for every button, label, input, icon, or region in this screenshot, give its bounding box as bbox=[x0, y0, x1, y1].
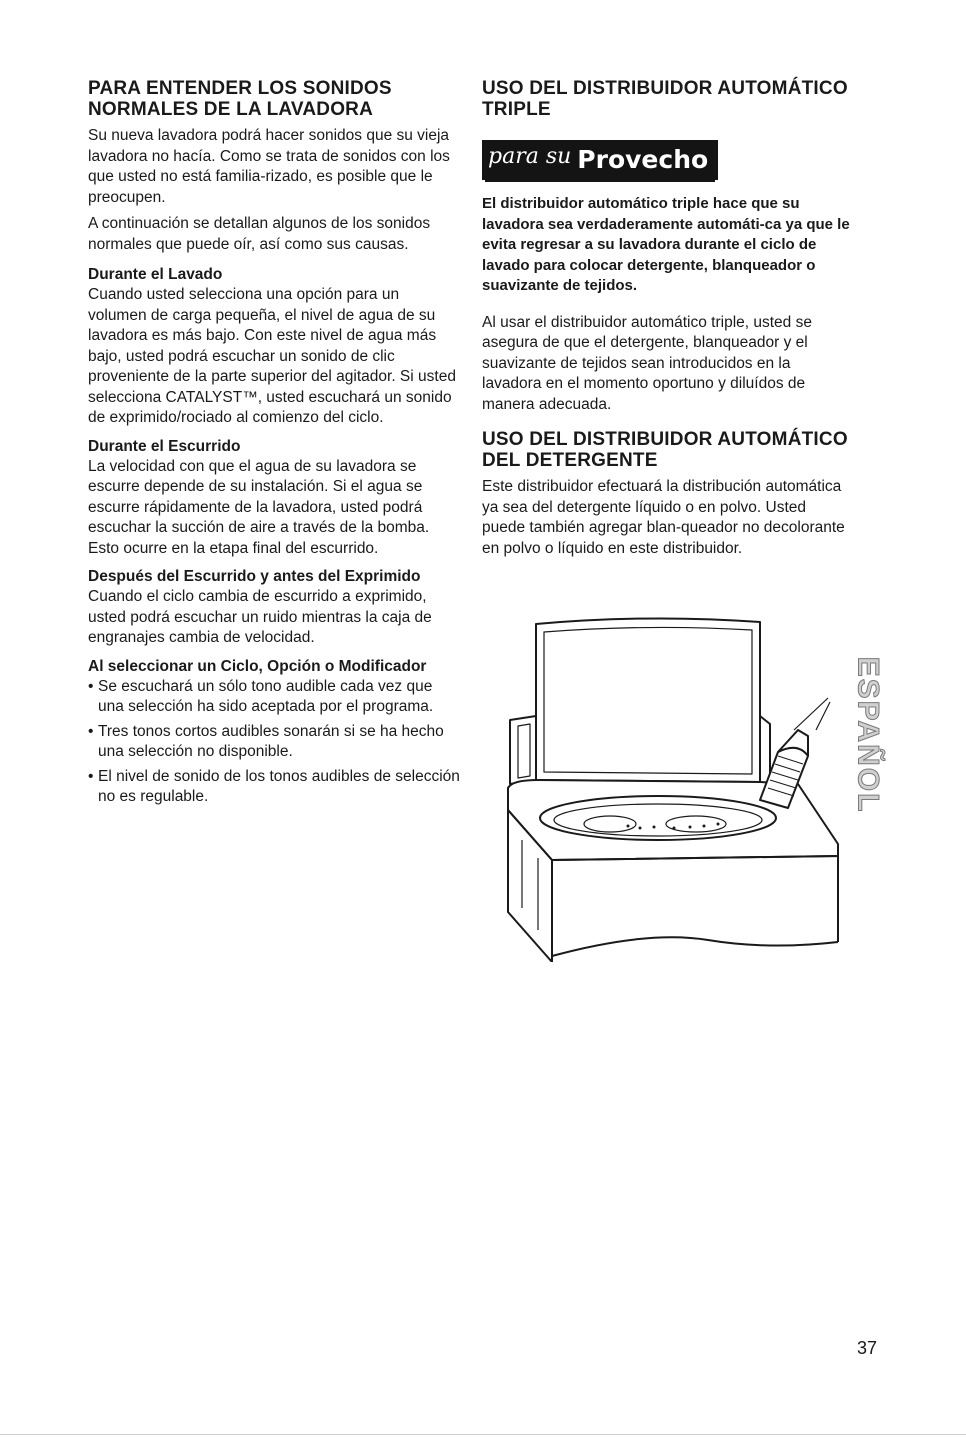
section-text: Cuando el ciclo cambia de escurrido a exprimido, usted podrá escuchar un ruido mientras la caja de engranajes cambia de velocidad. bbox=[88, 588, 432, 646]
section-title: Al seleccionar un Ciclo, Opción o Modificador bbox=[88, 657, 427, 675]
washer-illustration bbox=[498, 612, 844, 962]
heading-triple-dispenser: USO DEL DISTRIBUIDOR AUTOMÁTICO TRIPLE bbox=[482, 78, 848, 120]
language-side-tab bbox=[851, 628, 885, 842]
section-escurrido bbox=[88, 437, 460, 560]
logo-word: Provecho bbox=[577, 144, 709, 174]
section-exprimido bbox=[88, 567, 460, 649]
heading-sounds: PARA ENTENDER LOS SONIDOS NORMALES DE LA LAVADORA bbox=[88, 78, 392, 120]
bottom-rule bbox=[0, 1434, 966, 1435]
logo-script: para su bbox=[488, 143, 572, 169]
detergent-dispenser-paragraph: Este distribuidor efectuará la distribución automática ya sea del detergente líquido o en polvo. Usted puede también agregar blan-queador no decolorante en polvo o líquido en este distribuidor. bbox=[482, 478, 845, 557]
heading-detergent-dispenser: USO DEL DISTRIBUIDOR AUTOMÁTICO DEL DETERGENTE bbox=[482, 429, 848, 471]
triple-dispenser-paragraph: Al usar el distribuidor automático triple, usted se asegura de que el detergente, blanqueador y el suavizante de tejidos sean introducidos en la lavadora en el momento oportuno y diluídos de manera adecuada. bbox=[482, 313, 812, 413]
section-text: La velocidad con que el agua de su lavadora se escurre depende de su instalación. Si el agua se escurre rápidamente de la lavadora, usted podrá escuchar la succión de aire a través de la bomba. Esto ocurre en la etapa final del escurrido. bbox=[88, 457, 430, 557]
right-column bbox=[482, 78, 852, 565]
selection-bullets bbox=[88, 677, 460, 808]
bullet-item: • El nivel de sonido de los tonos audibles de selección no es regulable. bbox=[88, 767, 460, 808]
section-text: Cuando usted selecciona una opción para un volumen de carga pequeña, el nivel de agua de su lavadora es más bajo. Con este nivel de agua más bajo, usted podrá escuchar un sonido de clic proveniente de la parte superior del agitador. Si usted selecciona CATALYST™, usted escuchará un sonido de exprimido/rociado al comienzo del ciclo. bbox=[88, 286, 456, 426]
section-seleccion bbox=[88, 657, 460, 808]
page-number: 37 bbox=[857, 1338, 878, 1358]
para-su-provecho-logo bbox=[482, 140, 718, 180]
section-title: Durante el Lavado bbox=[88, 266, 223, 283]
lead-paragraph: El distribuidor automático triple hace que su lavadora sea verdaderamente automáti-ca ya que le evita regresar a su lavadora durante el ciclo de lavado para colocar detergente, blanqueador o suavizante de tejidos. bbox=[482, 195, 850, 294]
bullet-item: • Tres tonos cortos audibles sonarán si se ha hecho una selección no disponible. bbox=[88, 722, 460, 763]
intro-paragraph-2: A continuación se detallan algunos de los sonidos normales que puede oír, así como sus causas. bbox=[88, 215, 431, 253]
bullet-item: • Se escuchará un sólo tono audible cada vez que una selección ha sido aceptada por el programa. bbox=[88, 677, 460, 718]
section-title: Durante el Escurrido bbox=[88, 437, 241, 455]
section-title: Después del Escurrido y antes del Exprimido bbox=[88, 568, 421, 585]
section-lavado bbox=[88, 265, 460, 429]
side-tab-text: ESPAÑOL bbox=[851, 656, 885, 814]
intro-paragraph-1: Su nueva lavadora podrá hacer sonidos que su vieja lavadora no hacía. Como se trata de sonidos con los que usted no está familia-rizado, es posible que le preocupen. bbox=[88, 127, 450, 206]
left-column bbox=[88, 78, 460, 812]
